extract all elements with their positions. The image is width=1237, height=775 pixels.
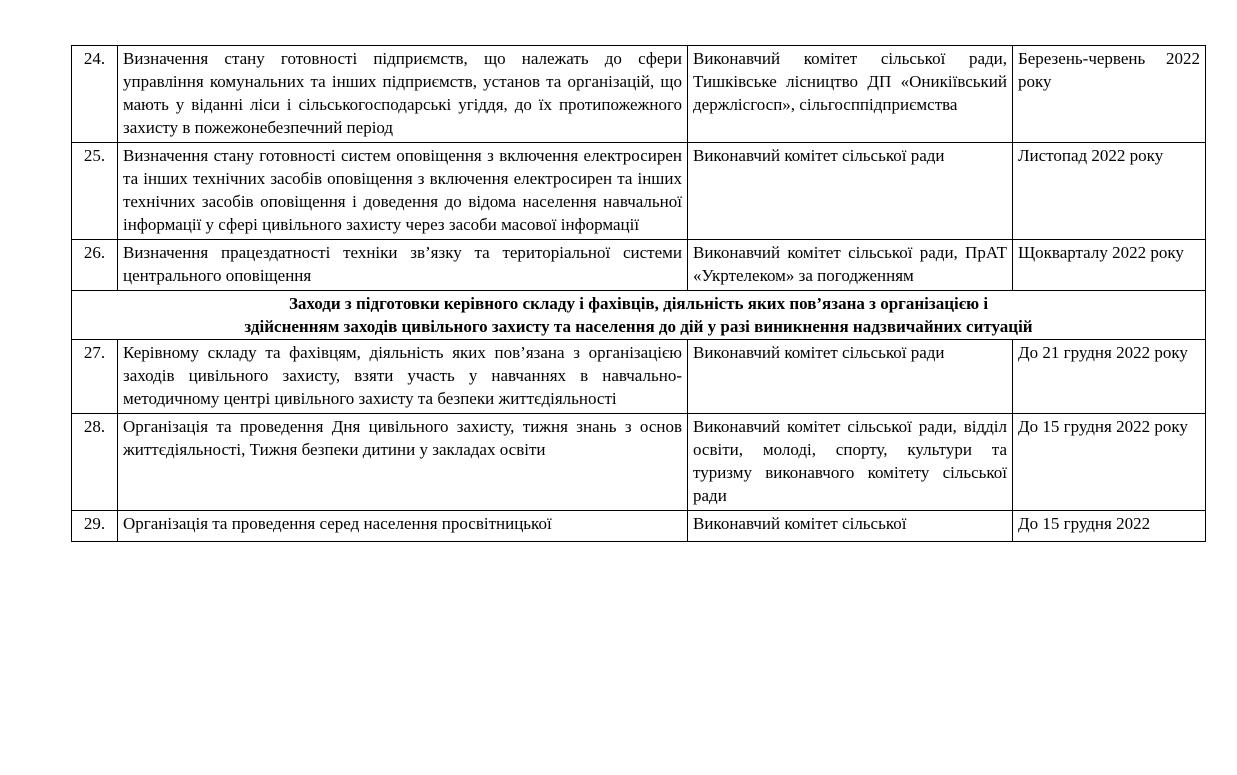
row-number: 25. xyxy=(72,143,118,240)
row-number-text: 29. xyxy=(83,514,106,533)
row-number: 28. xyxy=(72,414,118,511)
row-number xyxy=(72,511,118,542)
section-title-line: Заходи з підготовки керівного складу і фахівців, діяльність яких пов’язана з організацією і xyxy=(288,294,989,313)
row-number: 27. xyxy=(72,340,118,414)
section-title xyxy=(72,291,1206,340)
responsible-cell xyxy=(688,511,1013,542)
event-cell xyxy=(118,511,688,542)
responsible-cell: Виконавчий комітет сільської ради, ПрАТ «Укртелеком» за погодженням xyxy=(688,240,1013,291)
responsible-cell: Виконавчий комітет сільської ради, Тишківське лісництво ДП «Оникіївський держлісгосп», сільгосппідприємства xyxy=(688,46,1013,143)
table-row xyxy=(72,511,1206,542)
responsible-cell: Виконавчий комітет сільської ради, відділ освіти, молоді, спорту, культури та туризму виконавчого комітету сільської ради xyxy=(688,414,1013,511)
section-header-row xyxy=(72,291,1206,340)
event-cell: Організація та проведення Дня цивільного захисту, тижня знань з основ життєдіяльності, Тижня безпеки дитини у закладах освіти xyxy=(118,414,688,511)
term-cell: Березень-червень 2022 року xyxy=(1013,46,1206,143)
row-number: 24. xyxy=(72,46,118,143)
term-cell: Щокварталу 2022 року xyxy=(1013,240,1206,291)
term-cell: До 15 грудня 2022 року xyxy=(1013,414,1206,511)
responsible-cell: Виконавчий комітет сільської ради xyxy=(688,340,1013,414)
table-row xyxy=(72,340,1206,414)
responsible-cell: Виконавчий комітет сільської ради xyxy=(688,143,1013,240)
term-cell: До 21 грудня 2022 року xyxy=(1013,340,1206,414)
section-title-line: здійсненням заходів цивільного захисту та населення до дій у разі виникнення надзвичайних ситуацій xyxy=(244,317,1033,336)
event-cell: Визначення стану готовності підприємств, що належать до сфери управління комунальних та інших підприємств, установ та організацій, що мають у віданні ліси і сільськогосподарські угіддя, до їх протипожежного захисту в пожежонебезпечний період xyxy=(118,46,688,143)
event-cell: Керівному складу та фахівцям, діяльність яких пов’язана з організацією заходів цивільного захисту, взяти участь у навчаннях в навчально-методичному центрі цивільного захисту та безпеки життєдіяльності xyxy=(118,340,688,414)
table-row xyxy=(72,240,1206,291)
table-row xyxy=(72,143,1206,240)
table-row xyxy=(72,414,1206,511)
event-text: Організація та проведення серед населення просвітницької xyxy=(123,514,552,533)
term-cell: Листопад 2022 року xyxy=(1013,143,1206,240)
term-cell xyxy=(1013,511,1206,542)
table-row xyxy=(72,46,1206,143)
event-cell: Визначення працездатності техніки зв’язку та територіальної системи центрального оповіщення xyxy=(118,240,688,291)
row-number: 26. xyxy=(72,240,118,291)
responsible-text: Виконавчий комітет сільської xyxy=(693,514,907,533)
civil-protection-plan-table xyxy=(71,45,1206,542)
term-text: До 15 грудня 2022 xyxy=(1018,514,1151,533)
event-cell: Визначення стану готовності систем оповіщення з включення електросирен та інших технічних засобів оповіщення з включення електросирен та інших технічних засобів оповіщення і доведення до відома населення навчальної інформації у сфері цивільного захисту через засоби масової інформації xyxy=(118,143,688,240)
